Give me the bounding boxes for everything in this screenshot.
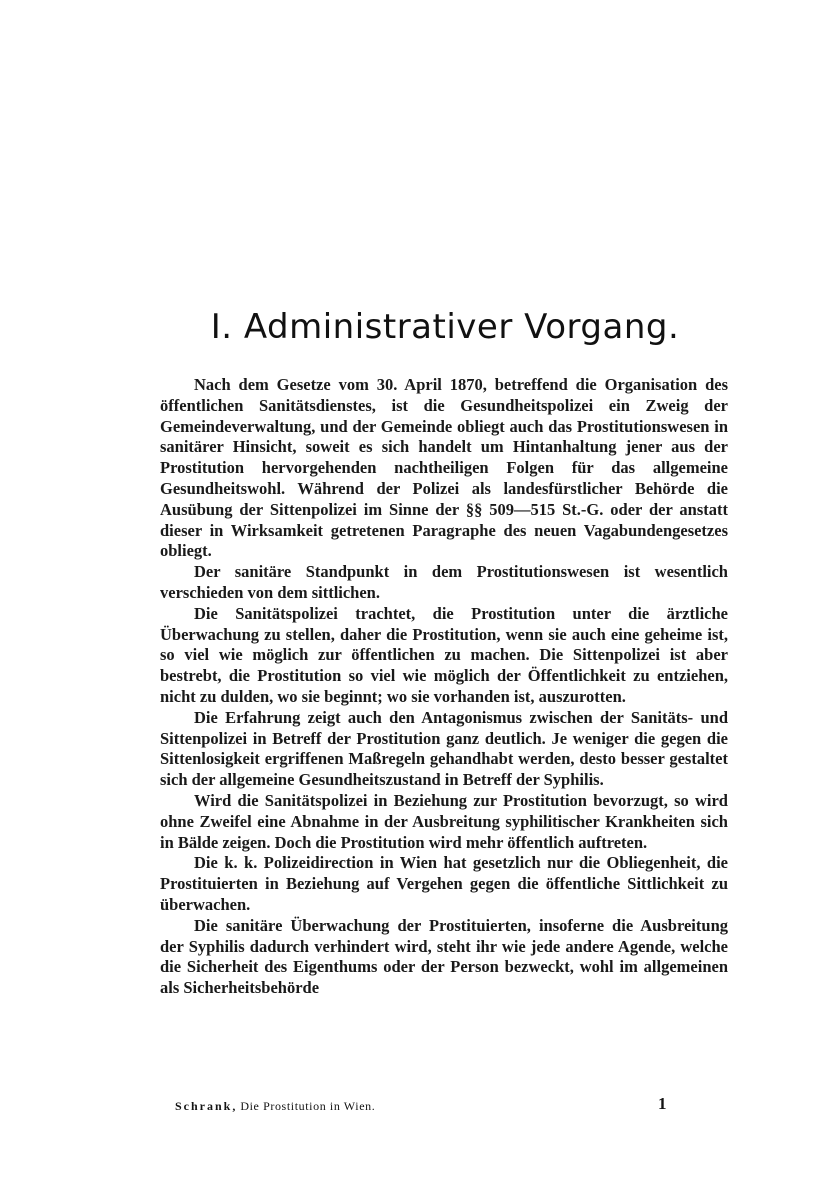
paragraph-text: Der sanitäre Standpunkt in dem Prostitutionswesen ist wesentlich verschieden von dem sittlichen.	[160, 562, 728, 602]
paragraph	[160, 375, 728, 562]
paragraph-text: Die Sanitätspolizei trachtet, die Prostitution unter die ärztliche Überwachung zu stellen, daher die Prostitution, wenn sie auch eine geheime ist, so viel wie möglich zur öffentlichen zu machen. Die Sittenpolizei ist aber bestrebt, die Prostitution so viel wie möglich der Öffentlichkeit zu entziehen, nicht zu dulden, wo sie beginnt; wo sie vorhanden ist, auszurotten.	[160, 603, 728, 706]
paragraph	[160, 562, 728, 604]
paragraph	[160, 604, 728, 708]
paragraph-text: Die Erfahrung zeigt auch den Antagonismus zwischen der Sanitäts- und Sittenpolizei in Betreff der Prostitution ganz deutlich. Je weniger die gegen die Sittenlosigkeit ergriffenen Maßregeln gehandhabt werden, desto besser gestaltet sich der allgemeine Gesundheitszustand in Betreff der Syphilis.	[160, 707, 728, 790]
page-number: 1	[658, 1094, 667, 1113]
paragraph	[160, 853, 728, 915]
footer-book-title: Die Prostitution in Wien.	[240, 1099, 376, 1113]
paragraph	[160, 708, 728, 791]
paragraph-text: Wird die Sanitätspolizei in Beziehung zur Prostitution bevorzugt, so wird ohne Zweifel eine Abnahme in der Ausbreitung syphilitischer Krankheiten sich in Bälde zeigen. Doch die Prostitution wird mehr öffentlich auftreten.	[160, 790, 728, 852]
paragraph	[160, 916, 728, 999]
body-text	[160, 375, 728, 999]
paragraph-text: Nach dem Gesetze vom 30. April 1870, betreffend die Organisation des öffentlichen Sanitätsdienstes, ist die Gesundheitspolizei ein Zweig der Gemeindeverwaltung, und der Gemeinde obliegt auch das Prostitutionswesen in sanitärer Hinsicht, soweit es sich handelt um Hintanhaltung jener aus der Prostitution hervorgehenden nachtheiligen Folgen für das allgemeine Gesundheitswohl. Während der Polizei als landesfürstlicher Behörde die Ausübung der Sittenpolizei im Sinne der §§ 509—515 St.-G. oder der anstatt dieser in Wirksamkeit getretenen Paragraphe des neuen Vagabundengesetzes obliegt.	[160, 375, 728, 561]
paragraph	[160, 791, 728, 853]
page-footer	[175, 1096, 675, 1116]
footer-author: Schrank,	[175, 1099, 238, 1113]
chapter-title: I. Administrativer Vorgang.	[210, 307, 680, 347]
paragraph-text: Die k. k. Polizeidirection in Wien hat gesetzlich nur die Obliegenheit, die Prostituierten in Beziehung auf Vergehen gegen die öffentliche Sittlichkeit zu überwachen.	[160, 853, 728, 914]
paragraph-text: Die sanitäre Überwachung der Prostituierten, insoferne die Ausbreitung der Syphilis dadurch verhindert wird, steht ihr wie jede andere Agende, welche die Sicherheit des Eigenthums oder der Person bezweckt, wohl im allgemeinen als Sicherheitsbehörde	[160, 915, 728, 998]
